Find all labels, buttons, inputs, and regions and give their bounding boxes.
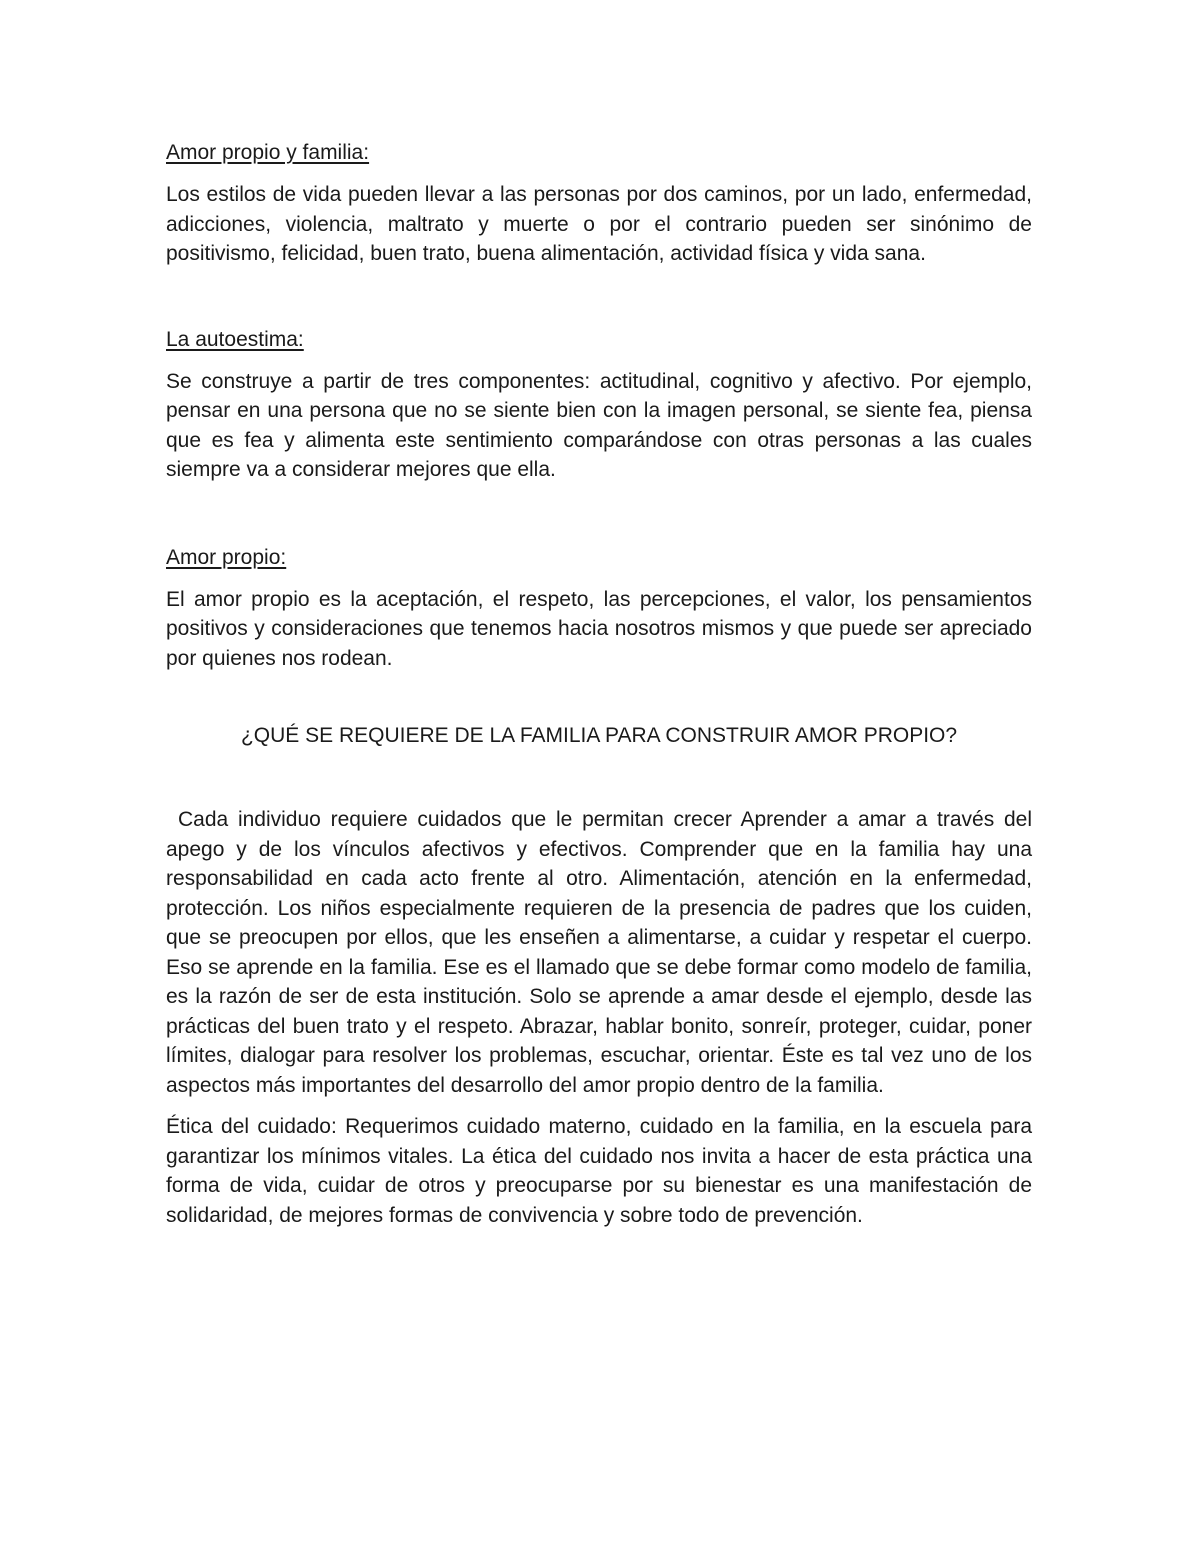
section-body-la-autoestima: Se construye a partir de tres componentes: actitudinal, cognitivo y afectivo. Por ejemplo, pensar en una persona que no se siente bien con la imagen personal, se siente fea, piensa que es fea y alimenta este sentimiento comparándose con otras personas a las cuales siempre va a considerar mejores que ella. [166,369,1032,481]
section-heading-la-autoestima: La autoestima: [166,327,304,351]
spacer [166,269,1032,325]
spacer [166,673,1032,721]
center-title: ¿QUÉ SE REQUIERE DE LA FAMILIA PARA CONSTRUIR AMOR PROPIO? [240,724,958,747]
section-body-amor-propio: El amor propio es la aceptación, el respeto, las percepciones, el valor, los pensamientos positivos y consideraciones que tenemos hacia nosotros mismos y que puede ser apreciado por quienes nos rodean. [166,587,1032,670]
section-heading-amor-propio-y-familia: Amor propio y familia: [166,141,370,164]
spacer [166,751,1032,805]
section-body-amor-propio-y-familia: Los estilos de vida pueden llevar a las personas por dos caminos, por un lado, enfermedad, adicciones, violencia, maltrato y muerte o por el contrario pueden ser sinónimo de positivismo, felicidad, buen trato, buena alimentación, actividad física y vida sana. [166,183,1032,265]
section-heading-amor-propio: Amor propio: [166,545,287,569]
spacer [166,485,1032,543]
family-paragraph: Cada individuo requiere cuidados que le permitan crecer Aprender a amar a través del apego y de los vínculos afectivos y efectivos. Comprender que en la familia hay una responsabilidad en cada acto frente al otro. Alimentación, atención en la enfermedad, protección. Los niños especialmente requieren de la presencia de padres que los cuiden, que se preocupen por ellos, que les enseñen a alimentarse, a cuidar y respetar el cuerpo. Eso se aprende en la familia. Ese es el llamado que se debe formar como modelo de familia, es la razón de ser de esta institución. Solo se aprende a amar desde el ejemplo, desde las prácticas del buen trato y el respeto. Abrazar, hablar bonito, sonreír, proteger, cuidar, poner límites, dialogar para resolver los problemas, escuchar, orientar. Éste es tal vez uno de los aspectos más importantes del desarrollo del amor propio dentro de la familia. [166,808,1032,1097]
ethics-paragraph: Ética del cuidado: Requerimos cuidado materno, cuidado en la familia, en la escuela para garantizar los mínimos vitales. La ética del cuidado nos invita a hacer de esta práctica una forma de vida, cuidar de otros y preocuparse por su bienestar es una manifestación de solidaridad, de mejores formas de convivencia y sobre todo de prevención. [166,1115,1032,1227]
document-page [166,138,1032,1230]
spacer [166,1100,1032,1112]
